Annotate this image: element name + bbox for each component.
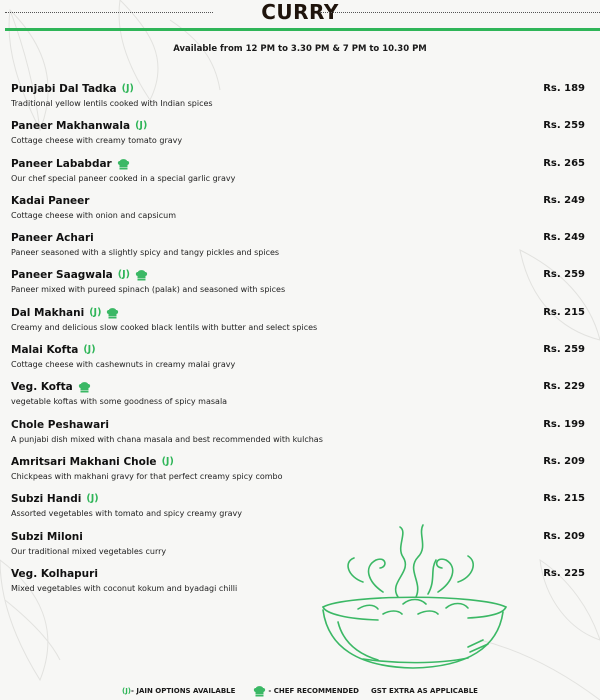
item-name: Chole Peshawari: [11, 418, 109, 431]
dotted-divider-right: [320, 12, 600, 13]
item-title-row: [11, 380, 585, 394]
chef-hat-icon: [135, 269, 148, 281]
item-description: Chickpeas with makhani gravy for that perfect creamy spicy combo: [11, 471, 283, 481]
menu-item: [11, 231, 585, 268]
item-title-row: [11, 119, 585, 133]
menu-item: [11, 455, 585, 492]
item-title-row: [11, 268, 585, 282]
item-description: A punjabi dish mixed with chana masala and best recommended with kulchas: [11, 434, 323, 444]
menu-item: [11, 306, 585, 343]
item-title-row: [11, 343, 585, 357]
item-title-row: [11, 492, 585, 506]
item-description: Assorted vegetables with tomato and spicy creamy gravy: [11, 509, 242, 519]
item-title-row: [11, 306, 585, 320]
item-description: vegetable koftas with some goodness of spicy masala: [11, 397, 228, 407]
item-description: Creamy and delicious slow cooked black lentils with butter and select spices: [11, 322, 318, 332]
item-description: Our chef special paneer cooked in a special garlic gravy: [11, 173, 236, 183]
item-price: Rs. 209: [543, 530, 585, 542]
jain-symbol: (J): [122, 687, 132, 695]
item-title-row: [11, 418, 585, 432]
menu-item: [11, 380, 585, 417]
item-title-row: [11, 231, 585, 245]
jain-badge: (J): [161, 455, 174, 467]
item-description: Paneer seasoned with a slightly spicy and tangy pickles and spices: [11, 248, 280, 258]
menu-item: [11, 418, 585, 455]
jain-badge: (J): [117, 269, 130, 281]
chef-hat-icon: [117, 158, 130, 170]
item-name: Kadai Paneer: [11, 194, 90, 207]
item-title-row: [11, 82, 585, 96]
item-price: Rs. 265: [543, 157, 585, 169]
item-price: Rs. 215: [543, 306, 585, 318]
menu-item: [11, 119, 585, 156]
menu-item: [11, 157, 585, 194]
jain-badge: (J): [83, 344, 96, 356]
item-price: Rs. 199: [543, 418, 585, 430]
item-title-row: [11, 455, 585, 469]
item-description: Cottage cheese with creamy tomato gravy: [11, 136, 183, 146]
item-name: Veg. Kolhapuri: [11, 567, 98, 580]
item-title-row: [11, 157, 585, 171]
gst-note: GST EXTRA AS APPLICABLE: [370, 687, 478, 695]
menu-item: [11, 194, 585, 231]
item-description: Cottage cheese with cashewnuts in creamy malai gravy: [11, 360, 236, 370]
menu-item: [11, 268, 585, 305]
chef-legend-label: - CHEF RECOMMENDED: [268, 687, 359, 695]
menu-legend: [122, 685, 478, 697]
item-description: Mixed vegetables with coconut kokum and byadagi chilli: [11, 583, 238, 593]
item-title-row: [11, 194, 585, 208]
jain-badge: (J): [121, 83, 134, 94]
item-name: Paneer Lababdar: [11, 157, 112, 170]
item-price: Rs. 209: [543, 455, 585, 467]
item-name: Subzi Miloni: [11, 530, 83, 543]
chef-hat-icon: [106, 307, 119, 319]
item-price: Rs. 225: [543, 567, 585, 579]
availability-text: Available from 12 PM to 3.30 PM & 7 PM to 10.30 PM: [173, 44, 427, 54]
item-name: Punjabi Dal Tadka: [11, 83, 117, 95]
item-description: Cottage cheese with onion and capsicum: [11, 210, 176, 220]
chef-hat-icon: [253, 685, 266, 697]
section-header: [0, 0, 600, 30]
item-price: Rs. 189: [543, 83, 585, 94]
jain-badge: (J): [135, 120, 148, 132]
jain-legend-label: - JAIN OPTIONS AVAILABLE: [131, 687, 236, 695]
jain-badge: (J): [86, 493, 99, 505]
item-price: Rs. 249: [543, 232, 585, 244]
item-name: Amritsari Makhani Chole: [11, 455, 157, 468]
menu-item: [11, 82, 585, 119]
item-price: Rs. 259: [543, 269, 585, 281]
item-price: Rs. 215: [543, 493, 585, 505]
item-description: Paneer mixed with pureed spinach (palak) and seasoned with spices: [11, 285, 286, 295]
item-description: Traditional yellow lentils cooked with Indian spices: [11, 99, 213, 108]
item-name: Paneer Achari: [11, 232, 94, 245]
item-name: Malai Kofta: [11, 344, 79, 357]
item-price: Rs. 249: [543, 194, 585, 206]
item-description: Our traditional mixed vegetables curry: [11, 546, 167, 556]
jain-badge: (J): [89, 306, 102, 318]
item-price: Rs. 229: [543, 381, 585, 393]
item-name: Paneer Saagwala: [11, 269, 113, 282]
section-title: CURRY: [261, 0, 339, 24]
item-name: Dal Makhani: [11, 306, 85, 319]
item-price: Rs. 259: [543, 344, 585, 356]
menu-item: [11, 343, 585, 380]
curry-bowl-illustration: [318, 522, 508, 672]
item-name: Veg. Kofta: [11, 381, 73, 394]
green-divider: [5, 28, 600, 31]
chef-hat-icon: [78, 381, 91, 393]
item-price: Rs. 259: [543, 120, 585, 132]
item-name: Subzi Handi: [11, 493, 82, 506]
item-name: Paneer Makhanwala: [11, 120, 131, 133]
